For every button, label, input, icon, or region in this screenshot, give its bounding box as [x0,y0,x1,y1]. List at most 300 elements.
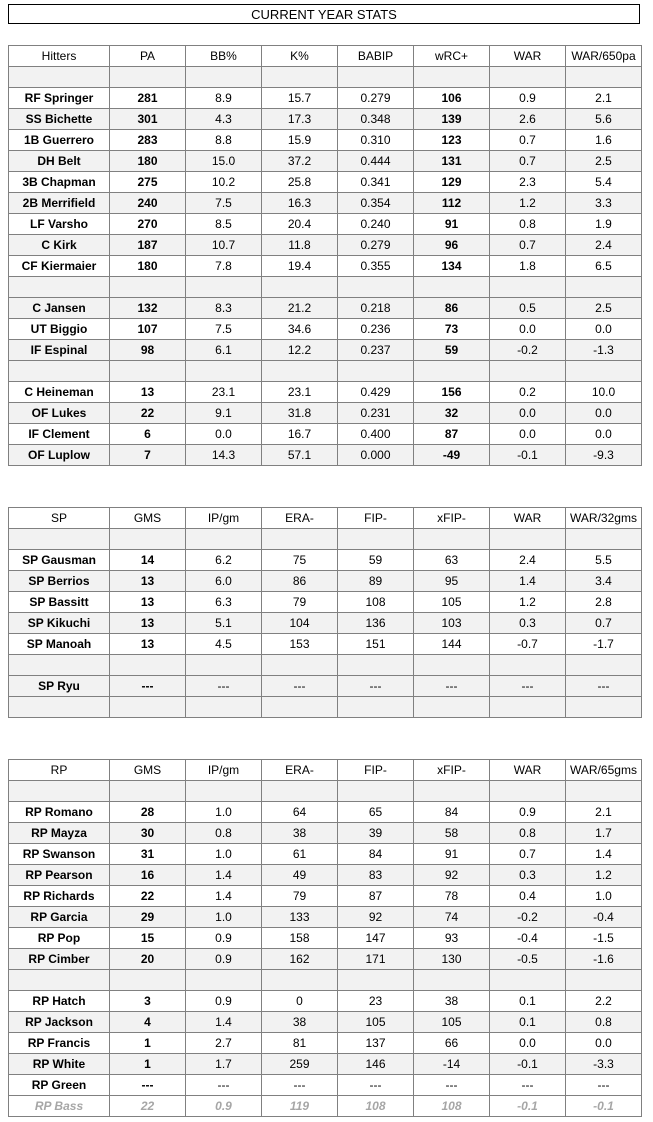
stat-value: 0.0 [566,319,642,340]
stat-value: 0.8 [186,823,262,844]
table-row [9,928,642,949]
spacer-row [9,67,642,88]
stat-value: -0.5 [490,949,566,970]
player-name: SP Ryu [9,676,110,697]
column-header: ERA- [262,508,338,529]
stat-value: 91 [414,214,490,235]
hitters-table [8,45,642,466]
stat-value: 2.4 [566,235,642,256]
stat-value: 65 [338,802,414,823]
player-name: CF Kiermaier [9,256,110,277]
column-header: WAR/650pa [566,46,642,67]
player-name: SP Bassitt [9,592,110,613]
stat-value: 13 [110,613,186,634]
empty-cell [110,781,186,802]
empty-cell [338,970,414,991]
table-row [9,844,642,865]
stat-value: 39 [338,823,414,844]
stat-value: 123 [414,130,490,151]
stat-value: 16.7 [262,424,338,445]
stat-value: 15.9 [262,130,338,151]
stat-value: 7 [110,445,186,466]
empty-cell [490,529,566,550]
player-name: 3B Chapman [9,172,110,193]
stat-value: 14 [110,550,186,571]
stat-value: 2.2 [566,991,642,1012]
stat-value: 1.4 [566,844,642,865]
stat-value: -49 [414,445,490,466]
stat-value: 1.8 [490,256,566,277]
spacer-row [9,970,642,991]
stat-value: 129 [414,172,490,193]
player-name: C Jansen [9,298,110,319]
stat-value: 6.1 [186,340,262,361]
stat-value: 0.354 [338,193,414,214]
player-name: SP Berrios [9,571,110,592]
stat-value: 61 [262,844,338,865]
empty-cell [9,781,110,802]
player-name: 1B Guerrero [9,130,110,151]
stat-value: 130 [414,949,490,970]
empty-cell [262,781,338,802]
stat-value: 136 [338,613,414,634]
stat-value: 4.5 [186,634,262,655]
stat-value: 0.444 [338,151,414,172]
stat-value: 87 [414,424,490,445]
stat-value: 2.1 [566,802,642,823]
stat-value: --- [414,676,490,697]
table-row [9,340,642,361]
stat-value: 158 [262,928,338,949]
stat-value: 86 [414,298,490,319]
column-header: FIP- [338,760,414,781]
stat-value: 1.9 [566,214,642,235]
column-header: ERA- [262,760,338,781]
column-header: PA [110,46,186,67]
stat-value: 0.0 [490,319,566,340]
empty-cell [110,67,186,88]
player-name: LF Varsho [9,214,110,235]
empty-cell [566,277,642,298]
stat-value: 2.5 [566,298,642,319]
stat-value: 84 [338,844,414,865]
empty-cell [566,697,642,718]
stat-value: -0.1 [490,445,566,466]
empty-cell [262,655,338,676]
empty-cell [110,529,186,550]
stat-value: 2.5 [566,151,642,172]
player-name: SS Bichette [9,109,110,130]
empty-cell [110,277,186,298]
empty-cell [186,655,262,676]
stat-value: 0.355 [338,256,414,277]
table-row [9,298,642,319]
stat-value: 75 [262,550,338,571]
stat-value: 2.4 [490,550,566,571]
header-row [9,46,642,67]
stat-value: 4.3 [186,109,262,130]
table-row [9,445,642,466]
stat-value: 0.8 [566,1012,642,1033]
stat-value: 17.3 [262,109,338,130]
empty-cell [338,277,414,298]
stat-value: -14 [414,1054,490,1075]
stat-value: 2.6 [490,109,566,130]
stat-value: 8.3 [186,298,262,319]
stat-value: -1.3 [566,340,642,361]
stat-value: 0.1 [490,1012,566,1033]
column-header: FIP- [338,508,414,529]
stat-value: -0.1 [490,1054,566,1075]
stat-value: 34.6 [262,319,338,340]
stat-value: 1.4 [186,1012,262,1033]
spacer-row [9,781,642,802]
stat-value: 59 [414,340,490,361]
empty-cell [414,781,490,802]
stat-value: 11.8 [262,235,338,256]
stat-value: 1.2 [490,592,566,613]
stat-value: 2.7 [186,1033,262,1054]
stat-value: 283 [110,130,186,151]
empty-cell [110,697,186,718]
column-header: wRC+ [414,46,490,67]
table-row [9,109,642,130]
column-header: RP [9,760,110,781]
stat-value: 180 [110,256,186,277]
stat-value: 5.5 [566,550,642,571]
table-row [9,1033,642,1054]
stat-value: 0.341 [338,172,414,193]
stat-value: 6.5 [566,256,642,277]
player-name: RP Cimber [9,949,110,970]
column-header: Hitters [9,46,110,67]
stat-value: 0.9 [186,1096,262,1117]
column-header: GMS [110,508,186,529]
stat-value: 0.0 [186,424,262,445]
stat-value: 0.0 [566,403,642,424]
table-row [9,1075,642,1096]
stat-value: 74 [414,907,490,928]
stat-value: 63 [414,550,490,571]
player-name: IF Espinal [9,340,110,361]
stat-value: 22 [110,886,186,907]
player-name: SP Kikuchi [9,613,110,634]
stat-value: 0.240 [338,214,414,235]
stat-value: --- [490,676,566,697]
stat-value: -0.1 [490,1096,566,1117]
stat-value: 20 [110,949,186,970]
stat-value: -0.1 [566,1096,642,1117]
stat-value: 108 [338,1096,414,1117]
stat-value: --- [110,676,186,697]
stat-value: 13 [110,592,186,613]
spacer-row [9,655,642,676]
stat-value: 21.2 [262,298,338,319]
stat-value: 1.2 [566,865,642,886]
stat-value: 91 [414,844,490,865]
stat-value: 1.0 [186,907,262,928]
empty-cell [262,529,338,550]
stat-value: 2.3 [490,172,566,193]
stat-value: 0 [262,991,338,1012]
empty-cell [9,655,110,676]
stat-value: 5.4 [566,172,642,193]
stat-value: 119 [262,1096,338,1117]
stat-value: 8.9 [186,88,262,109]
stat-value: 259 [262,1054,338,1075]
stat-value: 38 [414,991,490,1012]
empty-cell [262,361,338,382]
empty-cell [414,67,490,88]
stat-value: 2.8 [566,592,642,613]
table-row [9,403,642,424]
player-name: RF Springer [9,88,110,109]
stat-value: -1.6 [566,949,642,970]
stat-value: 108 [414,1096,490,1117]
empty-cell [110,970,186,991]
stat-value: -0.4 [566,907,642,928]
stat-value: 105 [414,1012,490,1033]
player-name: RP Hatch [9,991,110,1012]
table-row [9,424,642,445]
empty-cell [566,67,642,88]
stat-value: 20.4 [262,214,338,235]
stat-value: -0.2 [490,907,566,928]
stat-value: 106 [414,88,490,109]
empty-cell [9,970,110,991]
stat-value: 6.0 [186,571,262,592]
player-name: SP Gausman [9,550,110,571]
stat-value: 3.3 [566,193,642,214]
stat-value: 9.1 [186,403,262,424]
stat-value: 0.9 [186,949,262,970]
stat-value: 0.429 [338,382,414,403]
stat-value: 30 [110,823,186,844]
stat-value: 1.4 [490,571,566,592]
column-header: GMS [110,760,186,781]
table-row [9,886,642,907]
empty-cell [262,697,338,718]
stat-value: 180 [110,151,186,172]
empty-cell [338,67,414,88]
stat-value: 0.0 [490,1033,566,1054]
table-row [9,802,642,823]
stat-value: 107 [110,319,186,340]
spacer-row [9,277,642,298]
empty-cell [9,529,110,550]
empty-cell [490,781,566,802]
empty-cell [566,970,642,991]
table-row [9,214,642,235]
stat-value: 0.5 [490,298,566,319]
stat-value: 1.0 [186,802,262,823]
stat-value: 98 [110,340,186,361]
table-row [9,823,642,844]
stat-value: 58 [414,823,490,844]
empty-cell [338,781,414,802]
column-header: WAR/32gms [566,508,642,529]
player-name: IF Clement [9,424,110,445]
stat-value: 22 [110,1096,186,1117]
player-name: C Heineman [9,382,110,403]
stat-value: 5.6 [566,109,642,130]
stat-value: --- [186,676,262,697]
table-row [9,88,642,109]
stat-value: 23 [338,991,414,1012]
stat-value: 6.2 [186,550,262,571]
player-name: RP White [9,1054,110,1075]
empty-cell [338,697,414,718]
table-row [9,172,642,193]
stat-value: -3.3 [566,1054,642,1075]
empty-cell [9,67,110,88]
stat-value: 32 [414,403,490,424]
table-row [9,235,642,256]
inactive-row [9,1096,642,1117]
stat-value: 12.2 [262,340,338,361]
stat-value: 29 [110,907,186,928]
stat-value: 0.279 [338,235,414,256]
column-header: WAR/65gms [566,760,642,781]
stat-value: 162 [262,949,338,970]
stat-value: 7.8 [186,256,262,277]
stat-value: 93 [414,928,490,949]
stat-value: 0.000 [338,445,414,466]
stat-value: 0.3 [490,865,566,886]
stat-value: 7.5 [186,193,262,214]
stat-value: 104 [262,613,338,634]
stat-value: 57.1 [262,445,338,466]
table-row [9,991,642,1012]
stat-value: 0.231 [338,403,414,424]
player-name: OF Luplow [9,445,110,466]
stat-value: 49 [262,865,338,886]
column-header: xFIP- [414,760,490,781]
player-name: RP Richards [9,886,110,907]
header-row [9,508,642,529]
stat-value: 1.6 [566,130,642,151]
empty-cell [110,655,186,676]
stat-value: 0.236 [338,319,414,340]
stat-value: 10.0 [566,382,642,403]
column-header: BB% [186,46,262,67]
stat-value: -1.7 [566,634,642,655]
empty-cell [414,697,490,718]
player-name: SP Manoah [9,634,110,655]
stat-value: 38 [262,1012,338,1033]
stat-value: 19.4 [262,256,338,277]
stat-value: 301 [110,109,186,130]
stat-value: 105 [338,1012,414,1033]
stat-value: 64 [262,802,338,823]
stat-value: 13 [110,382,186,403]
stat-value: 13 [110,571,186,592]
table-row [9,907,642,928]
stat-value: 13 [110,634,186,655]
stat-value: 1.0 [566,886,642,907]
stat-value: --- [338,1075,414,1096]
stat-value: 0.0 [490,403,566,424]
table-row [9,571,642,592]
stat-value: 0.1 [490,991,566,1012]
player-name: RP Garcia [9,907,110,928]
table-row [9,1012,642,1033]
table-row [9,1054,642,1075]
stat-value: 23.1 [262,382,338,403]
empty-cell [490,697,566,718]
stat-value: 0.0 [490,424,566,445]
player-name: RP Swanson [9,844,110,865]
stat-value: 0.400 [338,424,414,445]
stat-value: 0.9 [186,928,262,949]
stat-value: 7.5 [186,319,262,340]
table-row [9,676,642,697]
starting-pitchers-table [8,507,642,718]
stat-value: 79 [262,886,338,907]
empty-cell [414,277,490,298]
stat-value: -0.7 [490,634,566,655]
stat-value: 105 [414,592,490,613]
stat-value: 8.8 [186,130,262,151]
stat-value: 151 [338,634,414,655]
stat-value: 15.0 [186,151,262,172]
stat-value: 281 [110,88,186,109]
stat-value: 108 [338,592,414,613]
stat-value: 1.7 [566,823,642,844]
player-name: OF Lukes [9,403,110,424]
stat-value: 28 [110,802,186,823]
spacer-row [9,361,642,382]
stat-value: 22 [110,403,186,424]
stat-value: 0.348 [338,109,414,130]
empty-cell [186,277,262,298]
stat-value: 103 [414,613,490,634]
stat-value: 31.8 [262,403,338,424]
stat-value: 1.4 [186,865,262,886]
stat-value: 132 [110,298,186,319]
stat-value: 0.310 [338,130,414,151]
stat-value: 0.218 [338,298,414,319]
empty-cell [338,361,414,382]
empty-cell [186,529,262,550]
column-header: WAR [490,760,566,781]
stat-value: 171 [338,949,414,970]
stat-value: 1 [110,1033,186,1054]
stat-value: 0.9 [490,802,566,823]
stat-value: 37.2 [262,151,338,172]
stat-value: 1.2 [490,193,566,214]
table-row [9,130,642,151]
empty-cell [186,970,262,991]
stat-value: 84 [414,802,490,823]
spacer-row [9,529,642,550]
stat-value: 16.3 [262,193,338,214]
stat-value: 153 [262,634,338,655]
stat-value: --- [186,1075,262,1096]
column-header: WAR [490,508,566,529]
stat-value: 4 [110,1012,186,1033]
stat-value: 0.237 [338,340,414,361]
table-row [9,949,642,970]
stat-value: 0.2 [490,382,566,403]
stat-value: 139 [414,109,490,130]
player-name: C Kirk [9,235,110,256]
stat-value: 38 [262,823,338,844]
empty-cell [262,970,338,991]
stat-value: 3.4 [566,571,642,592]
column-header: IP/gm [186,508,262,529]
stat-value: 146 [338,1054,414,1075]
